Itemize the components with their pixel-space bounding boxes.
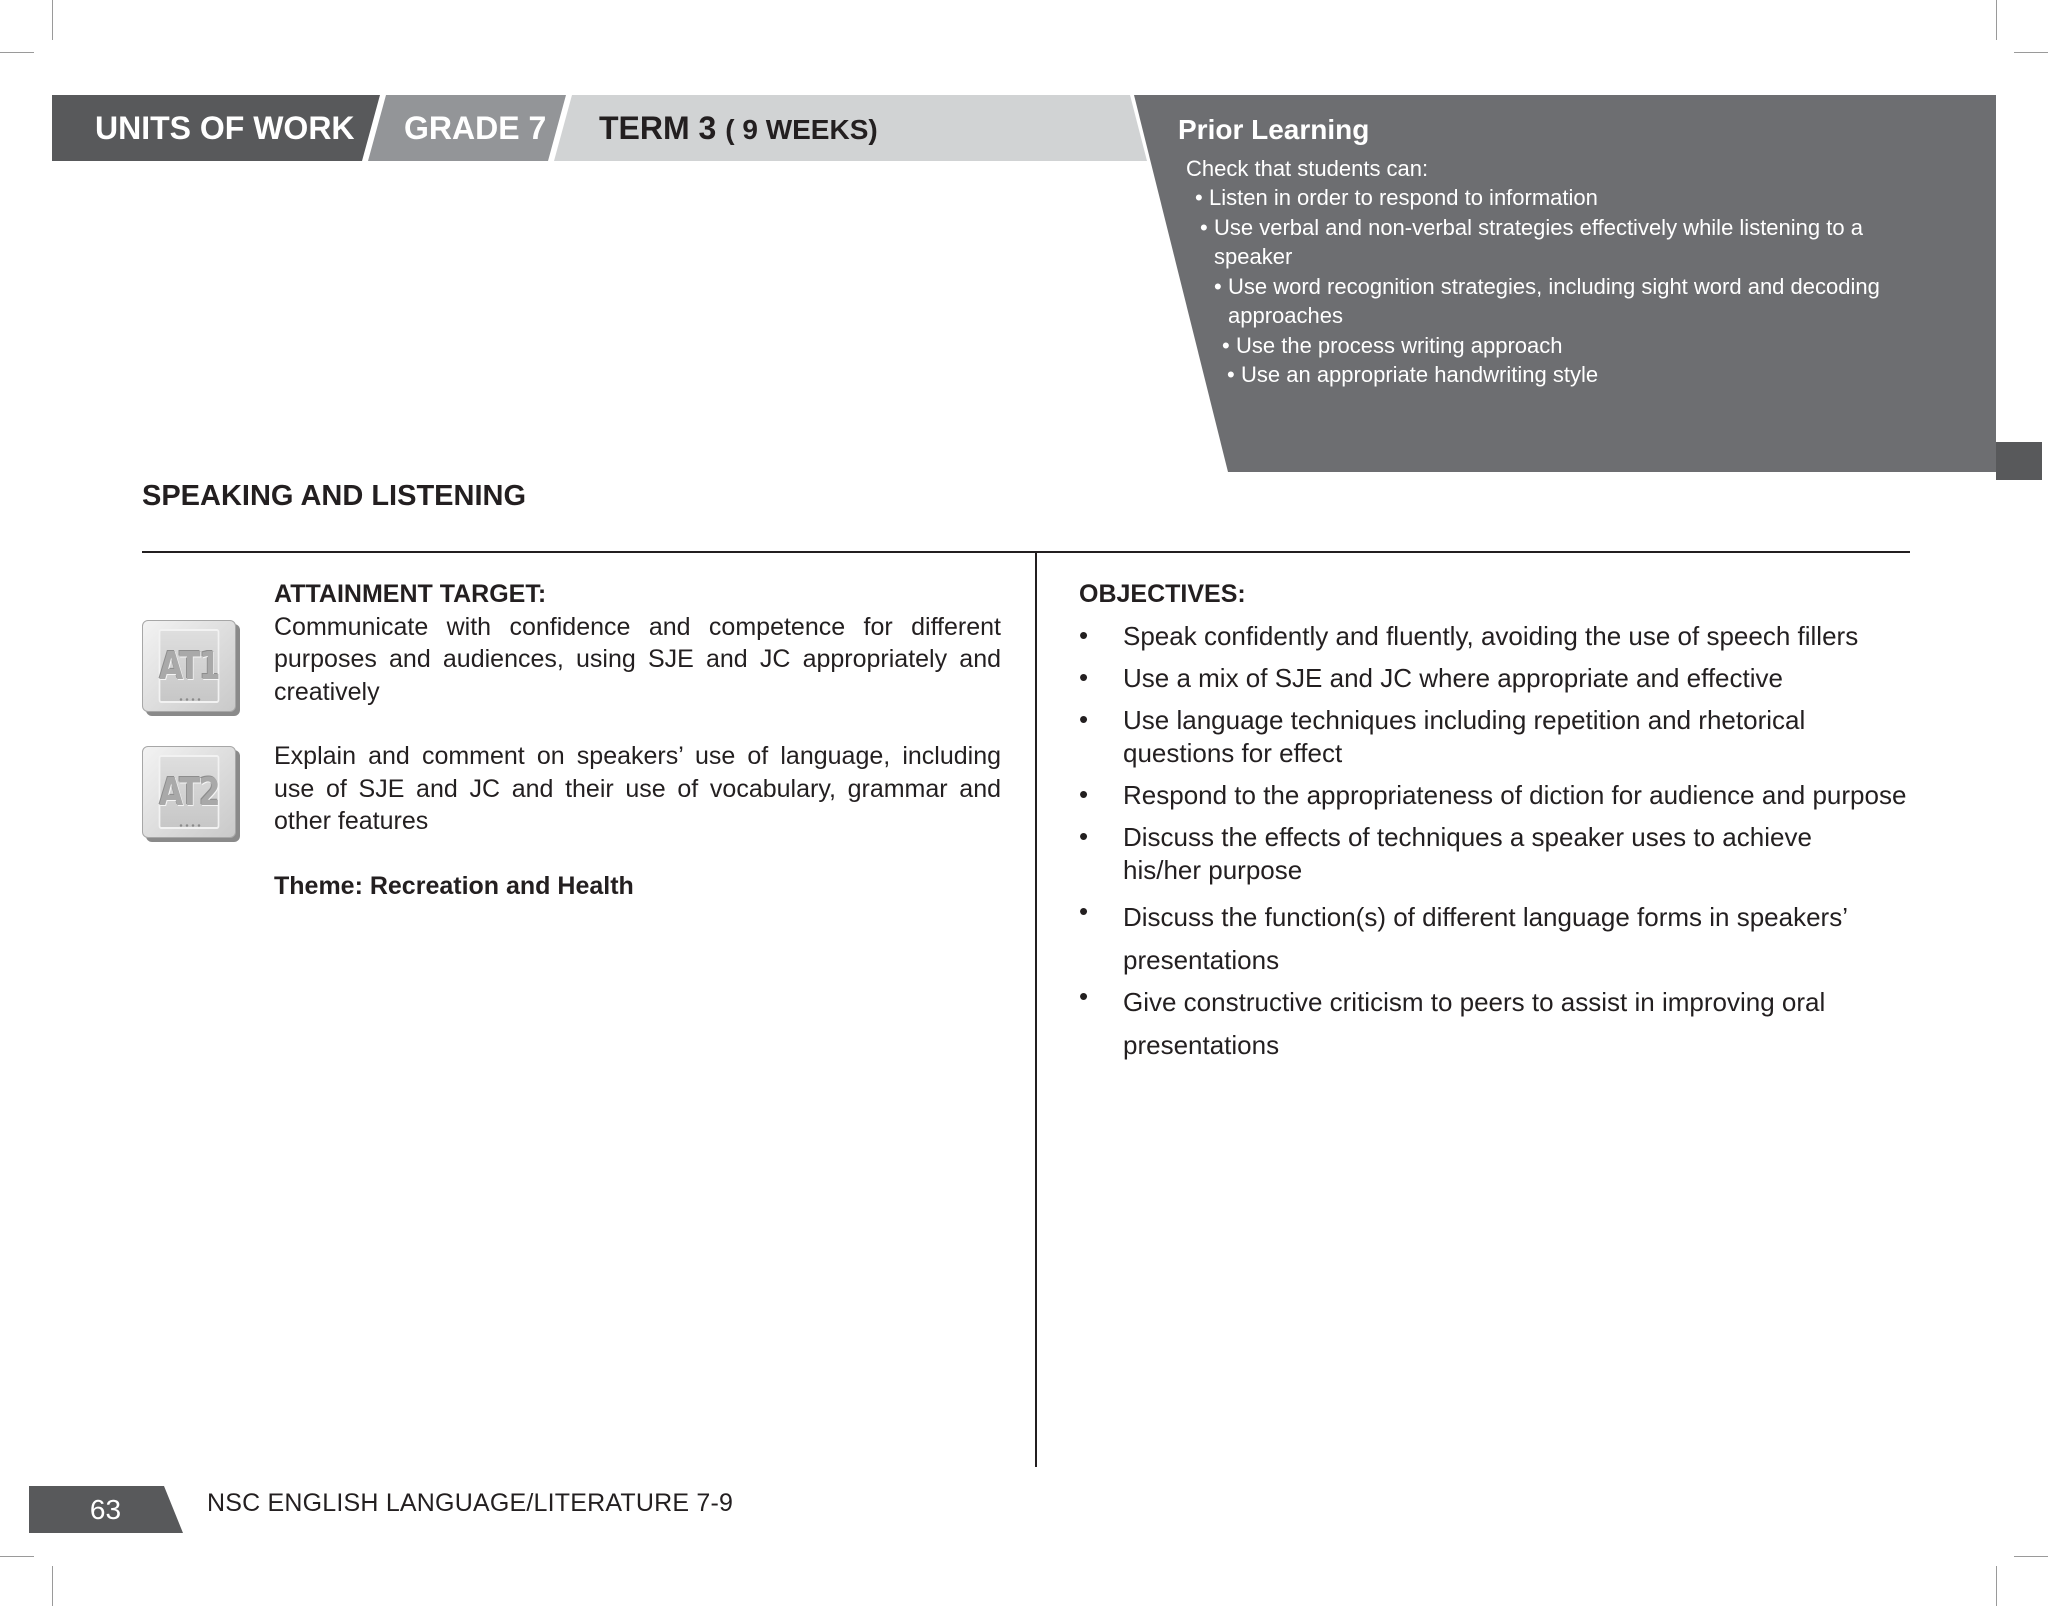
crop-mark <box>52 1566 53 1606</box>
at1-description: Communicate with confidence and competence for different purposes and audiences, using SJE and JC appropriately and creatively <box>274 612 1001 706</box>
page-number: 63 <box>89 1494 122 1525</box>
bullet-icon: • <box>1222 332 1230 358</box>
bullet-icon: • <box>1079 620 1089 650</box>
section-divider <box>142 551 1910 553</box>
at2-description: Explain and comment on speakers’ use of language, including use of SJE and JC and their use of vocabulary, grammar and other features <box>274 742 1001 835</box>
grade-label: GRADE 7 <box>404 110 547 146</box>
bullet-icon: • <box>1079 981 1089 1011</box>
objectives-heading: OBJECTIVES: <box>1079 580 1246 608</box>
at2-badge-icon <box>142 746 240 842</box>
bullet-icon: • <box>1227 362 1235 387</box>
bullet-icon: • <box>1200 214 1208 240</box>
bullet-icon: • <box>1214 273 1222 299</box>
column-divider <box>1035 551 1037 1467</box>
bullet-icon: • <box>1079 896 1089 926</box>
side-tab-marker <box>1996 442 2042 480</box>
attainment-target-heading: ATTAINMENT TARGET: <box>274 580 547 608</box>
bullet-icon: • <box>1079 704 1089 734</box>
prior-learning-item: • Use word recognition strategies, including sight word and decoding approaches <box>1214 273 1880 328</box>
section-title: SPEAKING AND LISTENING <box>142 480 527 512</box>
bullet-icon: • <box>1079 662 1089 692</box>
term-weeks: ( 9 WEEKS) <box>725 114 878 145</box>
crop-mark <box>1996 1566 1997 1606</box>
bullet-icon: • <box>1195 185 1203 210</box>
crop-mark <box>0 1556 34 1557</box>
prior-learning-intro: Check that students can: <box>1186 156 1429 181</box>
prior-learning-list <box>1178 183 1958 390</box>
bullet-icon: • <box>1079 779 1089 809</box>
at1-badge-icon <box>142 620 240 716</box>
bullet-icon: • <box>1079 821 1089 851</box>
prior-learning-title: Prior Learning <box>1178 114 1370 145</box>
prior-learning-item: • Use the process writing approach <box>1236 331 1836 361</box>
units-of-work-label: UNITS OF WORK <box>95 110 355 146</box>
term-number: TERM 3 <box>599 110 717 146</box>
attainment-target-column <box>274 578 1001 902</box>
prior-learning-item: • Use verbal and non-verbal strategies effectively while listening to a speaker <box>1200 214 1863 269</box>
at2-badge-label: AT2 <box>159 755 220 829</box>
prior-learning-item: • Listen in order to respond to information <box>1209 183 1809 213</box>
at1-badge-label: AT1 <box>159 629 220 703</box>
crop-mark <box>2014 1556 2048 1557</box>
prior-learning <box>1178 114 1958 390</box>
prior-learning-item: • Use an appropriate handwriting style <box>1241 360 1841 390</box>
term-label <box>599 95 878 161</box>
book-title: NSC ENGLISH LANGUAGE/LITERATURE 7-9 <box>207 1489 734 1517</box>
theme-line: Theme: Recreation and Health <box>274 871 634 900</box>
